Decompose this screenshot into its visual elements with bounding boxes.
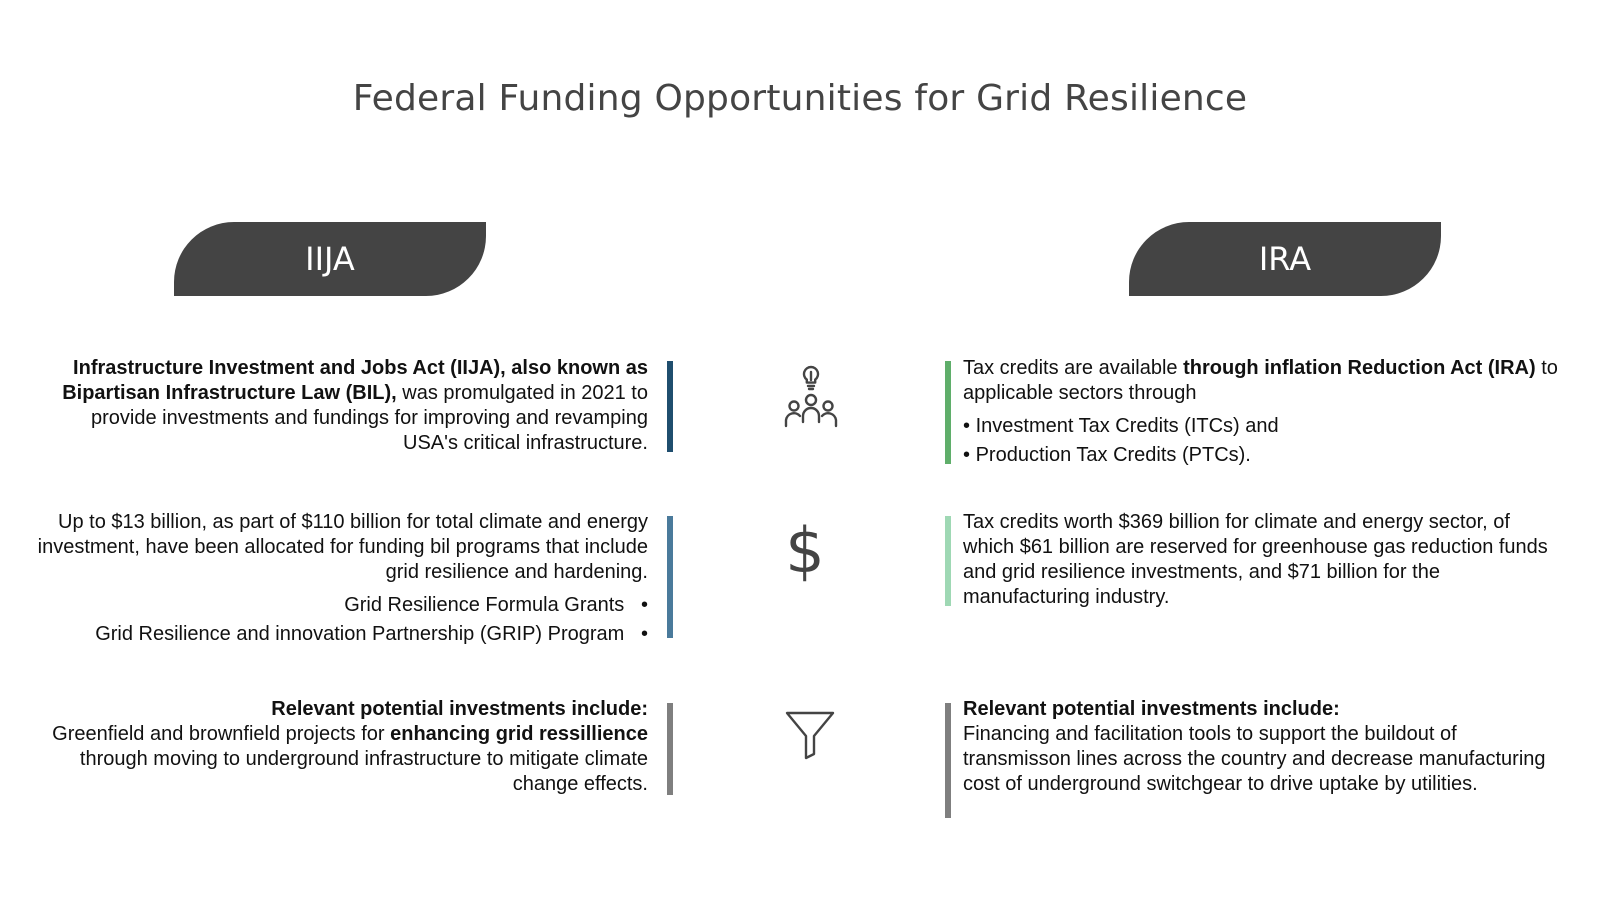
- ira-investments: [963, 697, 1563, 797]
- ira-credits-text: Tax credits worth $369 billion for climate and energy sector, of which $61 billion are reserved for greenhouse gas reduction funds and grid resilience investments, and $71 billion for the manufacturing industry.: [963, 511, 1548, 608]
- iija-investments-heading: Relevant potential investments include:: [271, 698, 648, 720]
- iija-investments-bold: enhancing grid ressillience: [390, 723, 648, 745]
- funnel-icon: [784, 708, 836, 765]
- ira-bullet-2: • Production Tax Credits (PTCs).: [963, 444, 1251, 466]
- iija-investments: Relevant potential investments include: Greenfield and brownfield projects for enhancing grid ressillience through moving to underground infrastructure to mitigate climate change effects.: [52, 698, 648, 795]
- iija-intro: [33, 356, 648, 456]
- ira-bullet-1: • Investment Tax Credits (ITCs) and: [963, 415, 1279, 437]
- ira-investments-heading: Relevant potential investments include:: [963, 698, 1340, 720]
- ira-intro: Tax credits are available through inflation Reduction Act (IRA) to applicable sectors through • Investment Tax Credits (ITCs) and • Production Tax Credits (PTCs).: [963, 356, 1568, 470]
- iija-bullet-2: Grid Resilience and innovation Partnership (GRIP) Program •: [95, 623, 648, 645]
- dollar-icon: $: [785, 514, 825, 587]
- iija-bullet-1: Grid Resilience Formula Grants •: [344, 594, 648, 616]
- ira-credits: [963, 510, 1553, 610]
- ira-header: [1129, 222, 1441, 296]
- iija-header-label: IIJA: [305, 240, 355, 278]
- ira-investments-text: Financing and facilitation tools to support the buildout of transmisson lines across the country and decrease manufacturing cost of underground switchgear to drive uptake by utilities.: [963, 723, 1546, 795]
- iija-investments-bar: [667, 703, 673, 795]
- iija-intro-text: was promulgated in 2021 to provide investments and fundings for improving and revamping USA's critical infrastructure.: [91, 382, 648, 454]
- page-title: Federal Funding Opportunities for Grid Resilience: [352, 78, 1248, 119]
- iija-funding-text: Up to $13 billion, as part of $110 billion for total climate and energy investment, have been allocated for funding bil programs that include grid resilience and hardening.: [37, 511, 648, 583]
- ira-credits-bar: [945, 516, 951, 606]
- ira-intro-bar: [945, 361, 951, 464]
- ira-intro-bold: through inflation Reduction Act (IRA): [1183, 357, 1536, 379]
- iija-intro-bar: [667, 361, 673, 452]
- iija-header: [174, 222, 486, 296]
- lightbulb-people-icon: [779, 362, 843, 439]
- iija-funding: [33, 510, 648, 649]
- iija-intro-bold: Infrastructure Investment and Jobs Act (IIJA), also known as Bipartisan Infrastructure Law (BIL),: [62, 357, 648, 404]
- ira-header-label: IRA: [1258, 240, 1312, 278]
- iija-funding-bar: [667, 516, 673, 638]
- ira-investments-bar: [945, 703, 951, 818]
